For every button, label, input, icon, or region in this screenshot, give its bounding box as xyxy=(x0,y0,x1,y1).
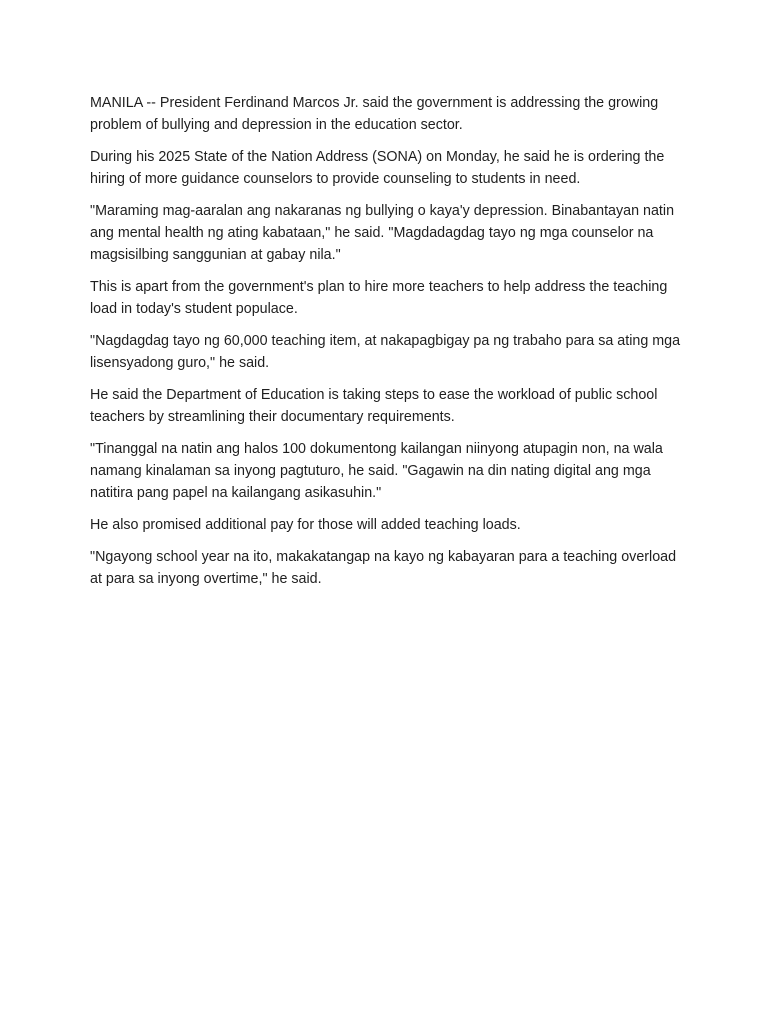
paragraph-7: "Tinanggal na natin ang halos 100 dokumentong kailangan niinyong atupagin non, na wala namang kinalaman sa inyong pagtuturo, he said. "Gagawin na din nating digital ang mga natitira pang papel na kailangang asikasuhin." xyxy=(90,441,663,501)
paragraph-2: During his 2025 State of the Nation Address (SONA) on Monday, he said he is ordering the hiring of more guidance counselors to provide counseling to students in need. xyxy=(90,149,665,187)
paragraph-3: "Maraming mag-aaralan ang nakaranas ng bullying o kaya'y depression. Binabantayan natin ang mental health ng ating kabataan," he said. "Magdadagdag tayo ng mga counselor na magsisilbing sanggunian at gabay nila." xyxy=(90,203,675,263)
paragraph-5: "Nagdagdag tayo ng 60,000 teaching item, at nakapagbigay pa ng trabaho para sa ating mga lisensyadong guro," he said. xyxy=(90,333,681,371)
paragraph-6: He said the Department of Education is taking steps to ease the workload of public school teachers by streamlining their documentary requirements. xyxy=(90,387,658,425)
paragraph-9: "Ngayong school year na ito, makakatangap na kayo ng kabayaran para a teaching overload at para sa inyong overtime," he said. xyxy=(90,549,677,587)
paragraph-8: He also promised additional pay for those will added teaching loads. xyxy=(90,517,521,533)
article-body xyxy=(90,92,686,600)
paragraph-4: This is apart from the government's plan to hire more teachers to help address the teaching load in today's student populace. xyxy=(90,279,668,317)
paragraph-1: MANILA -- President Ferdinand Marcos Jr. said the government is addressing the growing problem of bullying and depression in the education sector. xyxy=(90,95,659,133)
